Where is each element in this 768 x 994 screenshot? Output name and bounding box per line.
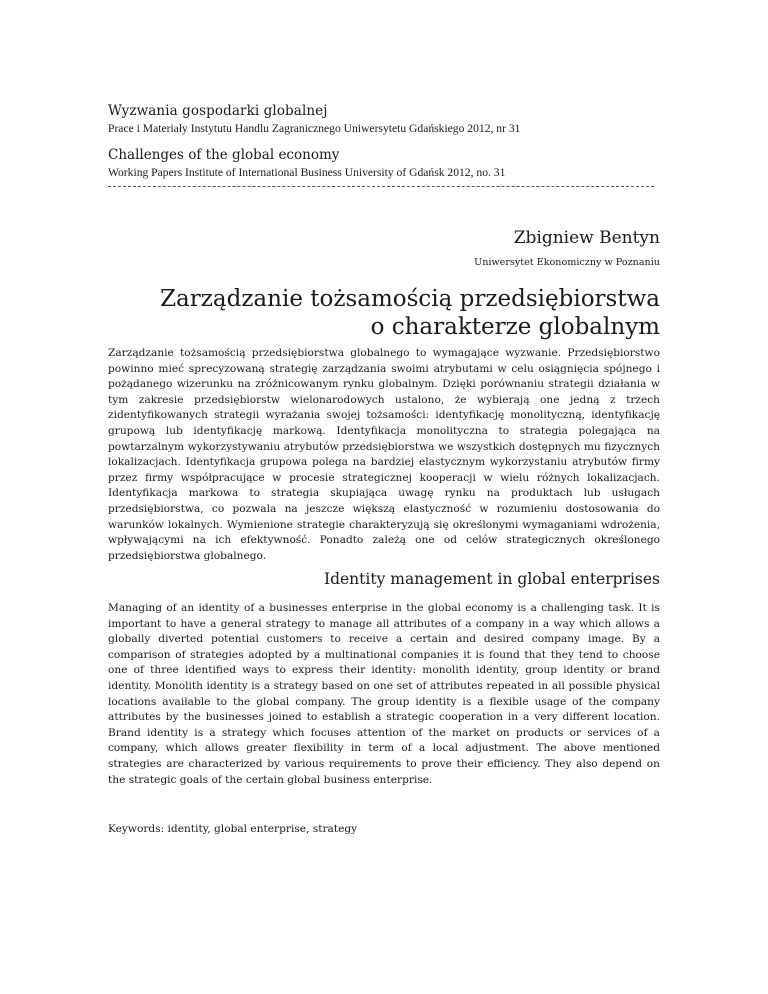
author-affiliation: Uniwersytet Ekonomiczny w Poznaniu [474,257,660,268]
journal-subtitle-pl: Prace i Materiały Instytutu Handlu Zagranicznego Uniwersytetu Gdańskiego 2012, nr 31 [108,122,521,135]
article-title [108,285,660,341]
abstract-english: Managing of an identity of a businesses enterprise in the global economy is a challenging task. It is important to have a general strategy to manage all attributes of a company in a way which allows a globally diverted potential customers to receive a certain and desired company image. By a comparison of strategies adopted by a multinational companies it is found that they tend to choose one of three identified ways to express their identity: monolith identity, group identity or brand identity. Monolith identity is a strategy based on one set of attributes repeated in all possible physical locations available to the global company. The group identity is a flexible usage of the company attributes by the businesses joined to establish a strategic cooperation in a very different location. Brand identity is a strategy which focuses attention of the market on products or services of a company, which allows greater flexibility in term of a local adjustment. The above mentioned strategies are characterized by various requirements to prove their efficiency. They also depend on the strategic goals of the certain global business enterprise. [108,602,660,786]
abstract-polish: Zarządzanie tożsamością przedsiębiorstwa globalnego to wymagające wyzwanie. Przedsiębiorstwo powinno mieć sprecyzowaną strategię zarządzania swoimi atrybutami w celu osiągnięcia spójnego i pożądanego wizerunku na zróżnicowanym rynku globalnym. Dzięki porównaniu strategii działania w tym zakresie przedsiębiorstw wielonarodowych ustalono, że wybierają one jedną z trzech zidentyfikowanych strategii wyrażania swojej tożsamości: identyfikację monolityczną, identyfikację grupową lub identyfikację markową. Identyfikacja monolityczna to strategia polegająca na powtarzalnym wykorzystywaniu atrybutów przedsiębiorstwa we wszystkich dostępnych mu fizycznych lokalizacjach. Identyfikacja grupowa polega na bardziej elastycznym wykorzystaniu atrybutów firmy przez firmy współpracujące w procesie strategicznej kooperacji w wielu różnych lokalizacjach. Identyfikacja markowa to strategia skupiająca uwagę rynku na produktach lub usługach przedsiębiorstwa, co pozwala na jeszcze większą elastyczność w rozumieniu dostosowania do warunków lokalnych. Wymienione strategie charakteryzują się określonymi wymaganiami wdrożenia, wpływającymi na ich efektywność. Ponadto zależą one od celów strategicznych określonego przedsiębiorstwa globalnego. [108,347,660,562]
author-name: Zbigniew Bentyn [513,228,660,248]
keywords: Keywords: identity, global enterprise, strategy [108,823,358,835]
journal-subtitle-en: Working Papers Institute of International Business University of Gdańsk 2012, no. 31 [108,166,506,179]
article-title-line-1: Zarządzanie tożsamością przedsiębiorstwa [160,286,660,312]
journal-title-en: Challenges of the global economy [108,147,340,163]
article-title-line-2: o charakterze globalnym [370,314,660,340]
header-divider [108,186,654,187]
journal-title-pl: Wyzwania gospodarki globalnej [108,103,328,119]
english-title: Identity management in global enterprises [323,570,660,588]
